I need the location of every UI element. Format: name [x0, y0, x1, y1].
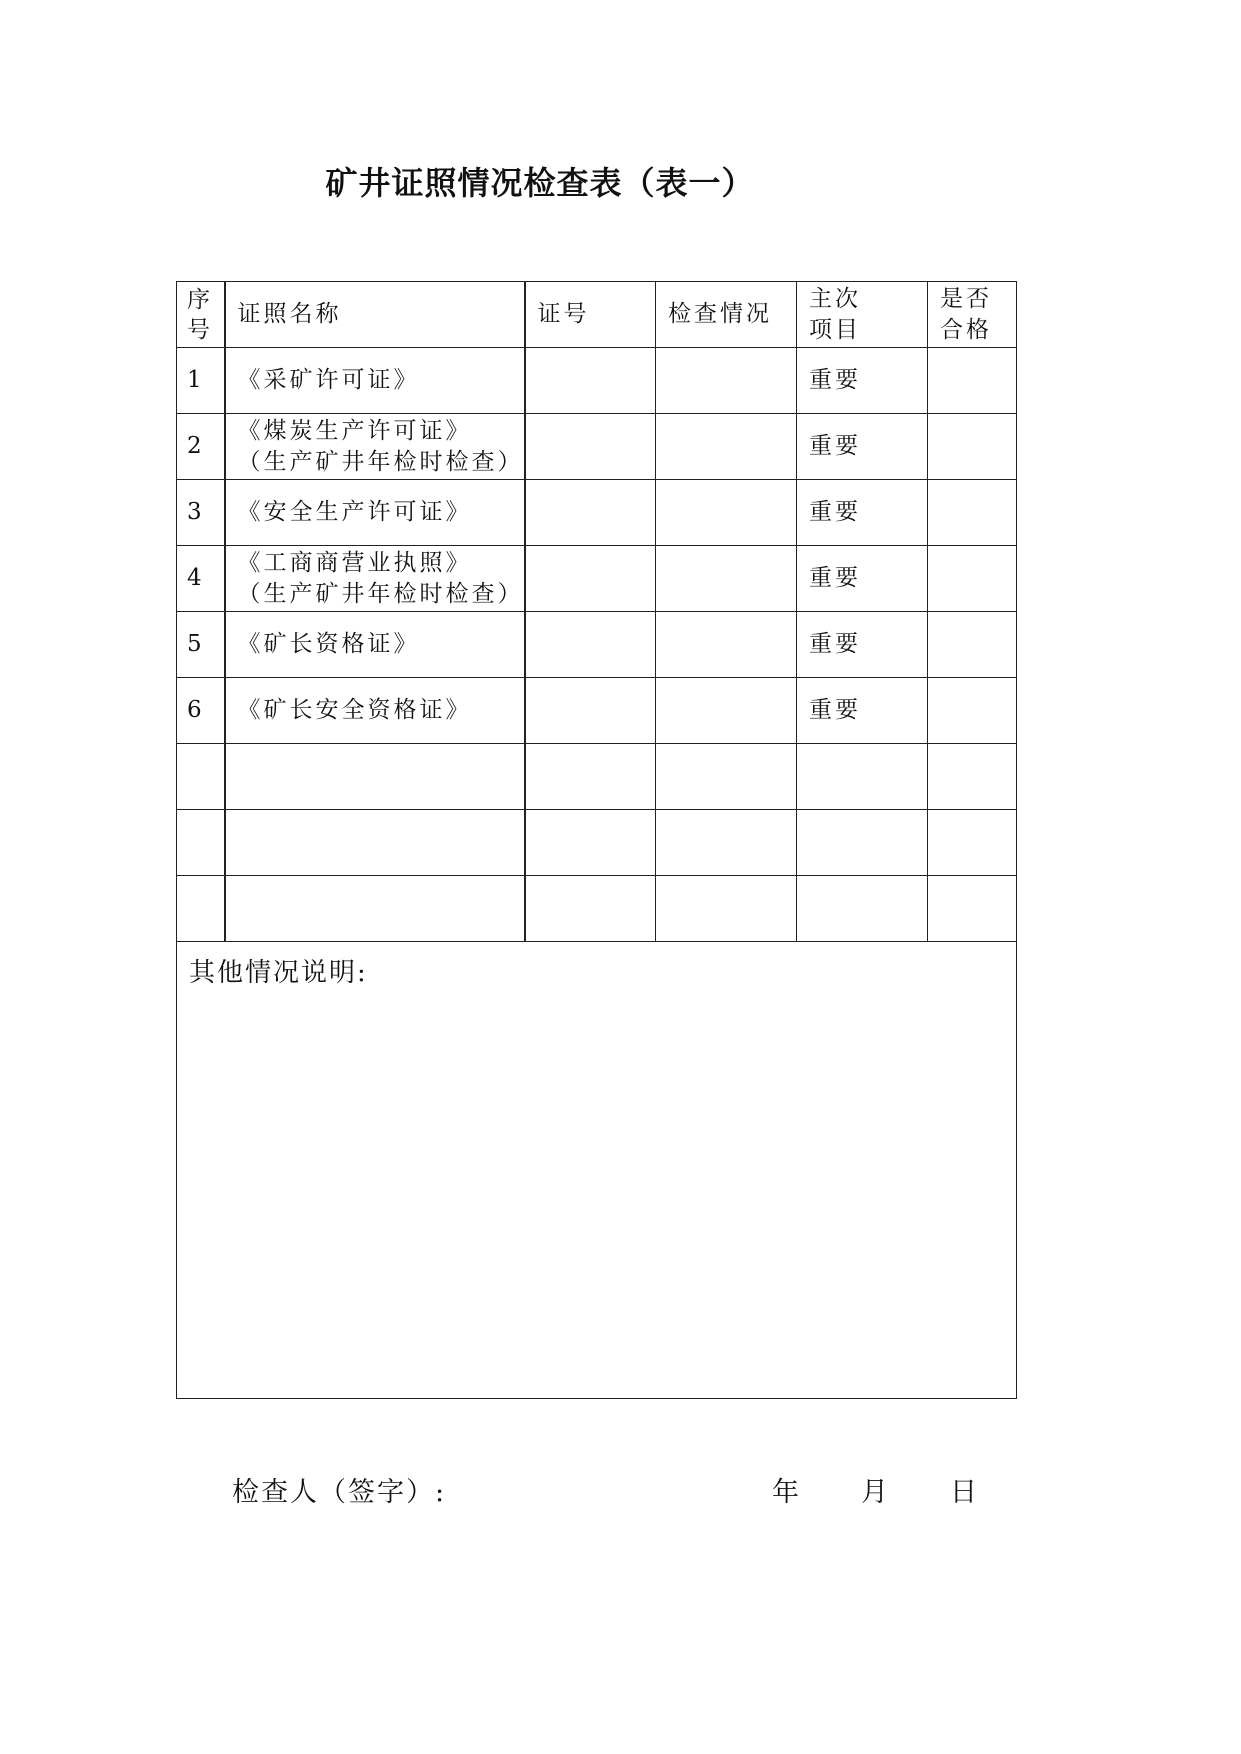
table-row: [177, 612, 1017, 678]
row-priority: 重要: [797, 546, 928, 612]
inspector-signature-label: 检查人（签字）:: [232, 1477, 447, 1508]
empty-cell[interactable]: [525, 810, 656, 876]
row-pass-cell[interactable]: [928, 348, 1017, 414]
date-fields: [772, 1470, 979, 1509]
header-seq: 序 号: [177, 282, 225, 348]
row-check-status-cell[interactable]: [656, 348, 797, 414]
row-cert-number-cell[interactable]: [525, 414, 656, 480]
header-cert-number: 证号: [525, 282, 656, 348]
table-row: [177, 414, 1017, 480]
row-cert-number-cell[interactable]: [525, 348, 656, 414]
table-row: [177, 348, 1017, 414]
empty-cell[interactable]: [797, 744, 928, 810]
row-pass-cell[interactable]: [928, 678, 1017, 744]
certificate-check-table: [176, 281, 1017, 1399]
row-seq: 4: [177, 546, 225, 612]
row-pass-cell[interactable]: [928, 612, 1017, 678]
day-label: 日: [950, 1477, 979, 1508]
table-row-empty: [177, 876, 1017, 942]
empty-cell[interactable]: [225, 744, 525, 810]
header-pass: 是否 合格: [928, 282, 1017, 348]
table-row: [177, 546, 1017, 612]
month-label: 月: [861, 1477, 890, 1508]
table-row-empty: [177, 744, 1017, 810]
row-cert-name: 《矿长资格证》: [225, 612, 525, 678]
table-row: [177, 480, 1017, 546]
row-seq: 6: [177, 678, 225, 744]
empty-cell[interactable]: [177, 744, 225, 810]
page-title: 矿井证照情况检查表（表一）: [325, 164, 755, 202]
row-seq: 3: [177, 480, 225, 546]
row-priority: 重要: [797, 612, 928, 678]
row-pass-cell[interactable]: [928, 414, 1017, 480]
notes-row: [177, 942, 1017, 1399]
row-pass-cell[interactable]: [928, 546, 1017, 612]
row-seq: 5: [177, 612, 225, 678]
header-priority: 主次 项目: [797, 282, 928, 348]
row-pass-cell[interactable]: [928, 480, 1017, 546]
row-cert-name: 《矿长安全资格证》: [225, 678, 525, 744]
row-check-status-cell[interactable]: [656, 480, 797, 546]
row-cert-name: 《煤炭生产许可证》 （生产矿井年检时检查）: [225, 414, 525, 480]
table-row-empty: [177, 810, 1017, 876]
row-cert-name: 《采矿许可证》: [225, 348, 525, 414]
other-notes-area[interactable]: [177, 942, 1017, 1399]
empty-cell[interactable]: [177, 810, 225, 876]
empty-cell[interactable]: [525, 744, 656, 810]
row-check-status-cell[interactable]: [656, 546, 797, 612]
row-seq: 2: [177, 414, 225, 480]
row-priority: 重要: [797, 348, 928, 414]
empty-cell[interactable]: [797, 876, 928, 942]
empty-cell[interactable]: [656, 810, 797, 876]
row-check-status-cell[interactable]: [656, 678, 797, 744]
row-cert-name: 《工商商营业执照》 （生产矿井年检时检查）: [225, 546, 525, 612]
other-notes-label: 其他情况说明:: [189, 958, 368, 988]
empty-cell[interactable]: [225, 810, 525, 876]
row-cert-number-cell[interactable]: [525, 678, 656, 744]
empty-cell[interactable]: [928, 876, 1017, 942]
row-priority: 重要: [797, 480, 928, 546]
header-cert-name: 证照名称: [225, 282, 525, 348]
empty-cell[interactable]: [525, 876, 656, 942]
empty-cell[interactable]: [797, 810, 928, 876]
row-priority: 重要: [797, 678, 928, 744]
row-priority: 重要: [797, 414, 928, 480]
empty-cell[interactable]: [225, 876, 525, 942]
row-seq: 1: [177, 348, 225, 414]
row-cert-number-cell[interactable]: [525, 612, 656, 678]
row-check-status-cell[interactable]: [656, 414, 797, 480]
table-row: [177, 678, 1017, 744]
row-cert-number-cell[interactable]: [525, 480, 656, 546]
empty-cell[interactable]: [928, 744, 1017, 810]
table-header-row: [177, 282, 1017, 348]
empty-cell[interactable]: [177, 876, 225, 942]
row-check-status-cell[interactable]: [656, 612, 797, 678]
row-cert-name: 《安全生产许可证》: [225, 480, 525, 546]
empty-cell[interactable]: [928, 810, 1017, 876]
empty-cell[interactable]: [656, 876, 797, 942]
header-check-status: 检查情况: [656, 282, 797, 348]
empty-cell[interactable]: [656, 744, 797, 810]
year-label: 年: [772, 1477, 801, 1508]
row-cert-number-cell[interactable]: [525, 546, 656, 612]
